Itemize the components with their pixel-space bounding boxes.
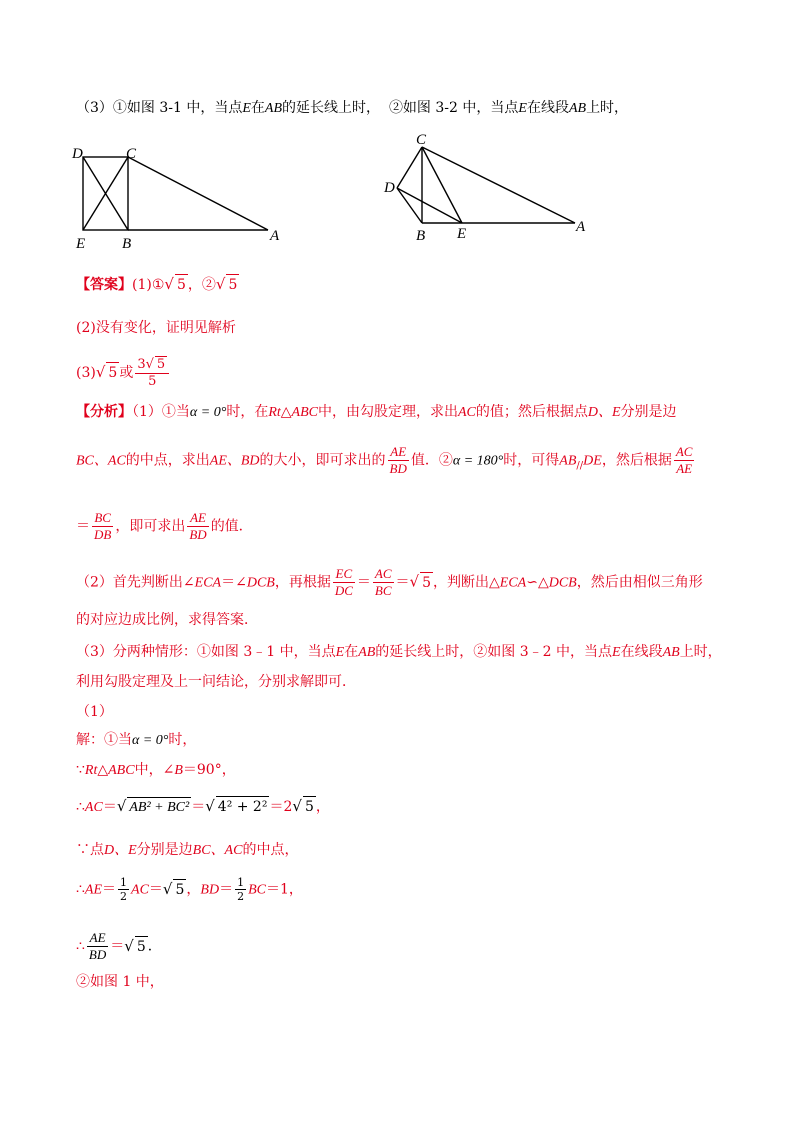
solution-line-4: ∴AC＝√ AB² + BC² ＝√ 4² + 2² ＝2√ 5 ， xyxy=(76,796,330,818)
fraction-AE-BD: $\frac{AE}{BD}$ xyxy=(389,444,407,476)
solution-line-2: 解：①当α = 0°时， xyxy=(76,732,197,748)
label-E: E xyxy=(457,226,467,242)
label-B: B xyxy=(416,228,426,244)
solution-line-6: ∴AE＝ $\frac{1}{2}$ AC＝√ 5 ，BD＝ $\frac{1}{2}$ BC＝1， xyxy=(76,876,303,903)
solution-line-5: ∵点D、E分别是边BC、AC的中点， xyxy=(76,842,299,858)
answer-line-2: (2)没有变化，证明见解析 xyxy=(76,320,236,336)
solution-line-1: （1） xyxy=(76,704,113,720)
segment-CD xyxy=(397,147,422,188)
label-D: D xyxy=(384,180,395,196)
fraction-3sqrt5-over-5: $\frac{3√ 5}{5}$ xyxy=(135,356,169,390)
label-B: B xyxy=(122,236,132,252)
analysis-line-7: 利用勾股定理及上一问结论，分别求解即可． xyxy=(76,674,356,690)
solution-line-8: ②如图 1 中， xyxy=(76,974,164,990)
analysis-line-6: （3）分两种情形：①如图 3﹣1 中，当点E在AB的延长线上时，②如图 3﹣2 中，当点E在线段AB上时， xyxy=(76,644,722,660)
fraction-BC-DB: $\frac{BC}{DB}$ xyxy=(94,510,112,542)
segment-CA xyxy=(128,157,268,230)
fraction-half-a: $\frac{1}{2}$ xyxy=(120,876,128,903)
analysis-line-2: BC、AC的中点，求出AE、BD的大小，即可求出的 $\frac{AE}{BD}$ 值．②α = 180°时，可得$AB_{//}DE$，然后根据 $\frac{AC}{AE}$ xyxy=(76,444,693,476)
analysis-line-3: ＝ $\frac{BC}{DB}$ ，即可求出 $\frac{AE}{BD}$ 的值． xyxy=(76,510,253,542)
analysis-line-1: 【分析】（1）①当α = 0°时，在Rt△ABC中，由勾股定理，求出AC的值；然后根据点D、E分别是边 xyxy=(76,404,677,420)
intro-line: （3）①如图 3-1 中，当点E在AB的延长线上时， ②如图 3-2 中，当点E在线段AB上时， xyxy=(76,100,629,116)
label-D: D xyxy=(72,146,83,162)
figure-3-2 xyxy=(380,130,600,246)
solution-line-3: ∵Rt△ABC中，∠B＝90°， xyxy=(76,762,236,778)
sqrt5-b: 5 xyxy=(226,274,239,295)
segment-DB xyxy=(397,188,422,223)
label-A: A xyxy=(576,219,586,235)
analysis-line-4: （2）首先判断出∠ECA＝∠DCB，再根据 $\frac{EC}{DC}$ ＝ $\frac{AC}{BC}$ ＝√ 5 ，判断出△ECA∽△DCB，然后由相似三角形 xyxy=(76,566,703,598)
label-A: A xyxy=(270,228,280,244)
fraction-AC-BC: $\frac{AC}{BC}$ xyxy=(374,566,392,598)
fraction-AE-BD-3: $\frac{AE}{BD}$ xyxy=(88,930,107,962)
fraction-AC-AE: $\frac{AC}{AE}$ xyxy=(675,444,693,476)
fraction-EC-DC: $\frac{EC}{DC}$ xyxy=(334,566,353,598)
answer-line-1: 【答案】(1)①√ 5 ，②√ 5 xyxy=(76,275,238,293)
answer-line-3: (3)√ 5 或 $\frac{3√ 5}{5}$ xyxy=(76,356,171,390)
segment-CA xyxy=(422,147,575,223)
fraction-AE-BD-2: $\frac{AE}{BD}$ xyxy=(189,510,207,542)
fraction-half-b: $\frac{1}{2}$ xyxy=(237,876,245,903)
label-E: E xyxy=(76,236,86,252)
label-C: C xyxy=(126,146,137,162)
analysis-line-5: 的对应边成比例，求得答案． xyxy=(76,612,258,628)
solution-line-7: ∴ $\frac{AE}{BD}$ ＝√ 5 ． xyxy=(76,930,162,962)
figure-3-1 xyxy=(70,140,300,252)
label-C: C xyxy=(416,132,427,148)
sqrt5-a: 5 xyxy=(175,274,188,295)
